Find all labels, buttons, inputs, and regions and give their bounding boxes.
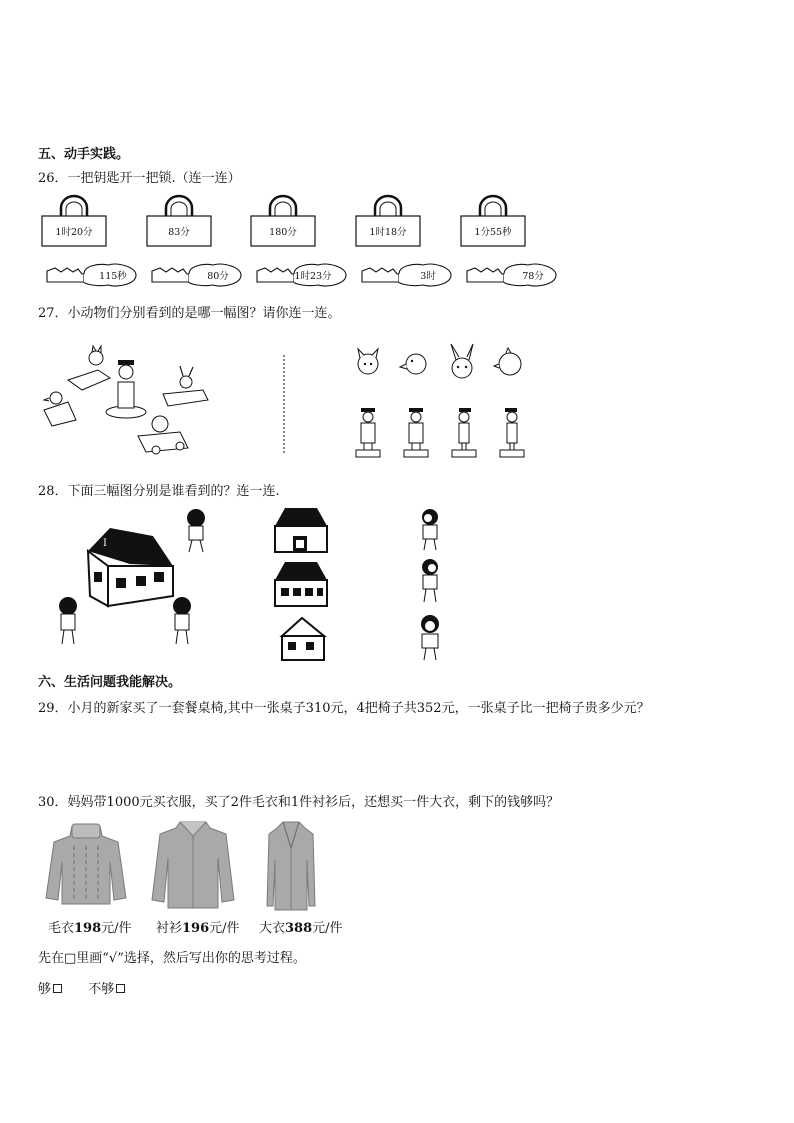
key-label: 115秒 xyxy=(99,271,127,282)
item-unit: 元/件 xyxy=(312,921,343,936)
lock-label: 1时20分 xyxy=(55,227,93,238)
section-6-title: 六、生活问题我能解决。 xyxy=(38,675,182,690)
dog-icon[interactable] xyxy=(352,346,384,380)
figure-view-1[interactable] xyxy=(352,406,384,460)
lock-1[interactable] xyxy=(41,196,107,248)
animals-scene-illustration xyxy=(38,340,198,460)
lock-icon xyxy=(41,196,107,248)
coat-price-caption xyxy=(259,917,343,936)
house-scene-illustration xyxy=(48,506,228,656)
question-28-text: 28．下面三幅图分别是谁看到的？连一连. xyxy=(38,484,280,499)
key-label: 80分 xyxy=(207,271,229,282)
option-no-checkbox[interactable] xyxy=(116,984,125,993)
answer-options xyxy=(38,978,125,997)
key-3[interactable] xyxy=(256,262,348,288)
chick-icon[interactable] xyxy=(492,348,526,380)
kid-figure-2[interactable] xyxy=(412,558,446,604)
lock-icon xyxy=(460,196,526,248)
coat-image xyxy=(265,820,317,914)
item-unit: 元/件 xyxy=(101,921,132,936)
rabbit-icon[interactable] xyxy=(445,342,479,382)
lock-3[interactable] xyxy=(250,196,316,248)
question-27-text: 27．小动物们分别看到的是哪一幅图？请你连一连。 xyxy=(38,306,341,321)
question-30-instruction: 先在□里画“√”选择，然后写出你的思考过程。 xyxy=(38,951,306,966)
question-29-text: 29．小月的新家买了一套餐桌椅,其中一张桌子310元，4把椅子共352元，一张桌子比一把椅子贵多少元？ xyxy=(38,701,650,716)
figure-view-4[interactable] xyxy=(496,406,528,460)
option-yes-label: 够 xyxy=(38,982,52,997)
lock-icon xyxy=(250,196,316,248)
item-price: 388 xyxy=(285,921,313,936)
house-view-end[interactable] xyxy=(278,616,328,664)
lock-icon xyxy=(146,196,212,248)
shirt-image xyxy=(150,818,236,912)
lock-icon xyxy=(355,196,421,248)
lock-label: 180分 xyxy=(269,227,297,238)
figure-view-2[interactable] xyxy=(400,406,432,460)
house-view-front[interactable] xyxy=(271,506,331,556)
key-label: 78分 xyxy=(522,271,544,282)
sweater-image xyxy=(44,822,128,908)
svg-text:I: I xyxy=(103,538,107,549)
lock-4[interactable] xyxy=(355,196,421,248)
item-price: 198 xyxy=(74,921,102,936)
lock-label: 83分 xyxy=(168,227,190,238)
item-name: 大衣 xyxy=(259,921,286,936)
figure-view-3[interactable] xyxy=(448,406,480,460)
sweater-price-caption xyxy=(48,917,132,936)
item-price: 196 xyxy=(182,921,210,936)
house-view-side[interactable] xyxy=(271,560,331,610)
shirt-price-caption xyxy=(156,917,240,936)
question-26-text: 26．一把钥匙开一把锁.（连一连） xyxy=(38,171,241,186)
question-30-text: 30．妈妈带1000元买衣服，买了2件毛衣和1件衬衫后，还想买一件大衣，剩下的钱够吗？ xyxy=(38,795,560,810)
kid-figure-1[interactable] xyxy=(412,508,446,552)
option-yes-checkbox[interactable] xyxy=(53,984,62,993)
key-label: 3时 xyxy=(420,271,436,282)
key-2[interactable] xyxy=(151,262,243,288)
dashed-divider xyxy=(283,355,285,453)
lock-2[interactable] xyxy=(146,196,212,248)
item-name: 毛衣 xyxy=(48,921,75,936)
item-name: 衬衫 xyxy=(156,921,183,936)
key-4[interactable] xyxy=(361,262,453,288)
key-label: 1时23分 xyxy=(294,271,332,282)
figure-views-row xyxy=(352,406,532,460)
animal-heads-row xyxy=(352,346,532,382)
kid-figure-3[interactable] xyxy=(412,614,448,662)
key-5[interactable] xyxy=(466,262,558,288)
duck-icon[interactable] xyxy=(400,348,432,380)
item-unit: 元/件 xyxy=(209,921,240,936)
section-5-title: 五、动手实践。 xyxy=(38,147,130,162)
lock-label: 1时18分 xyxy=(369,227,407,238)
lock-5[interactable] xyxy=(460,196,526,248)
locks-and-keys xyxy=(0,190,794,300)
option-no-label: 不够 xyxy=(88,982,115,997)
key-1[interactable] xyxy=(46,262,138,288)
lock-label: 1分55秒 xyxy=(474,227,512,238)
